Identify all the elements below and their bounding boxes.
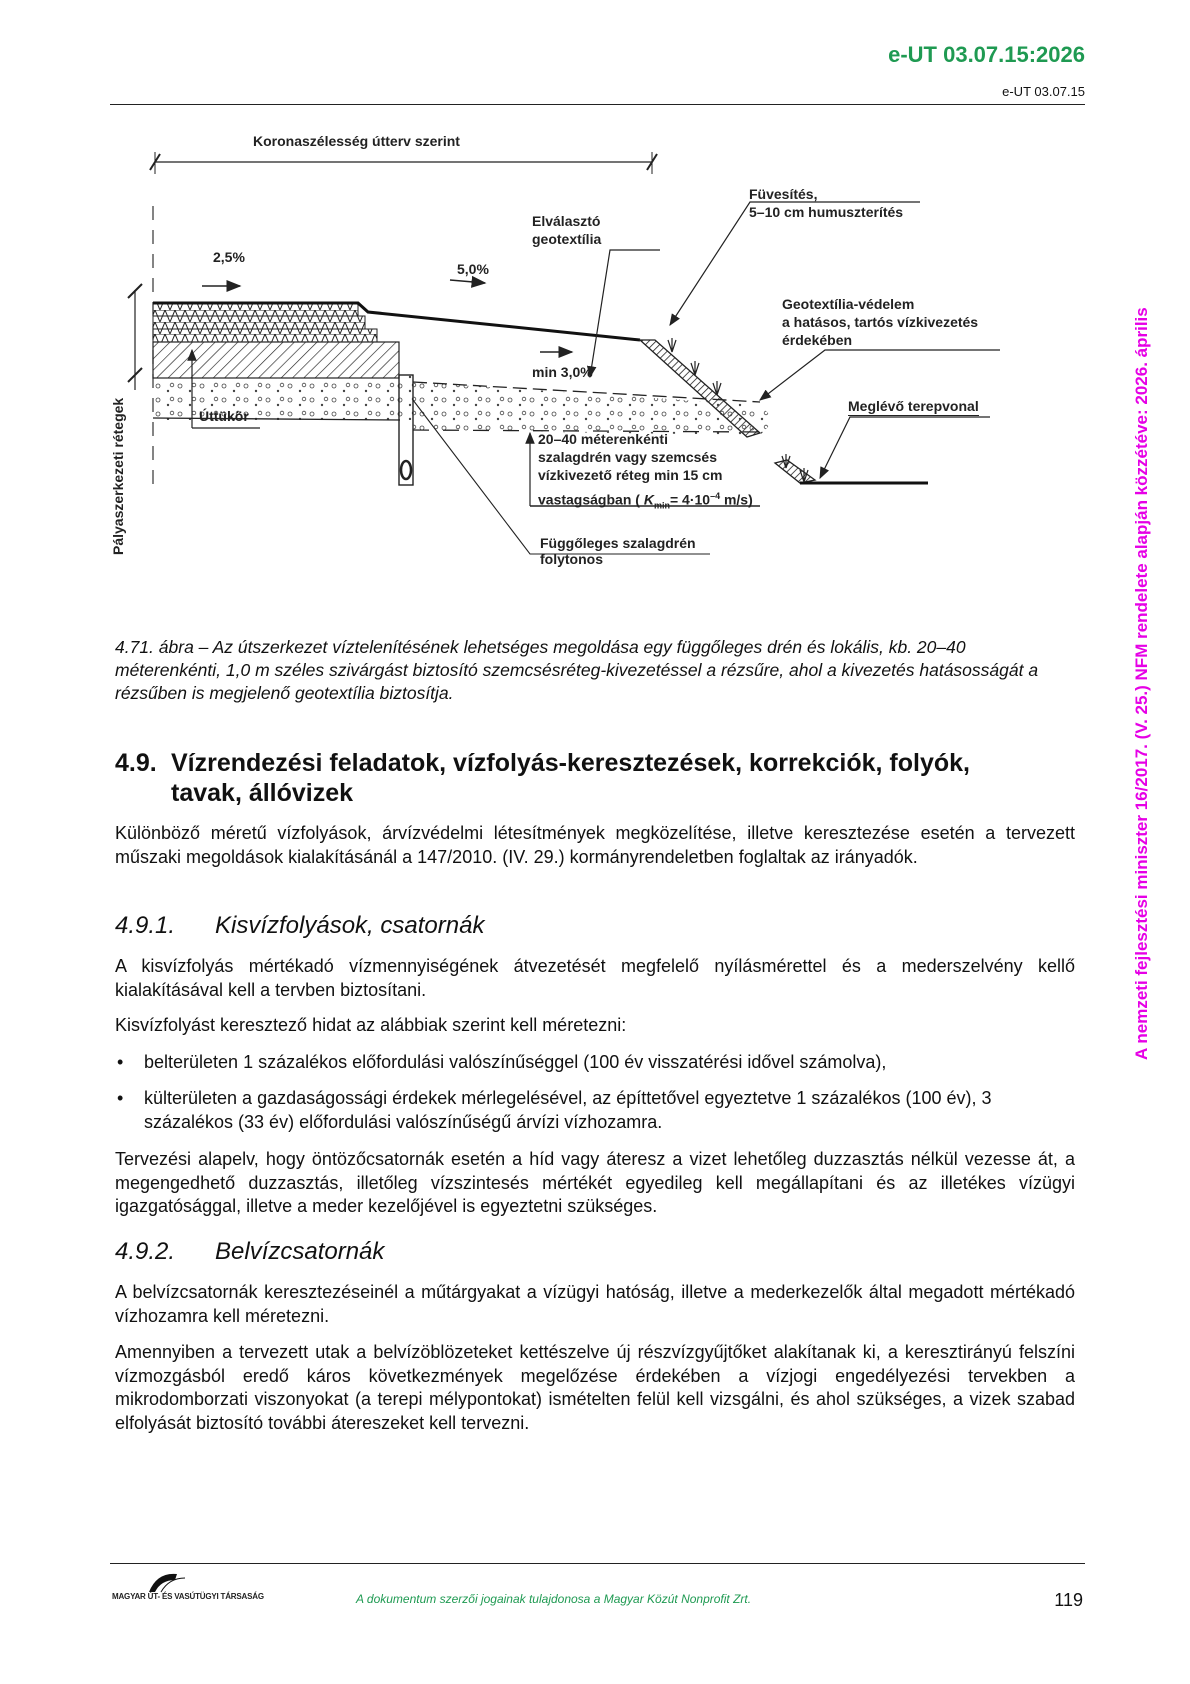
- subsection-2-number: 4.9.2.: [115, 1238, 176, 1265]
- label-subgrade: Úttükör: [199, 408, 249, 424]
- drain-note-4-val: = 4·10: [669, 491, 711, 508]
- subsection-1-paragraph-3: Tervezési alapelv, hogy öntözőcsatornák esetén a híd vagy áteresz a vizet lehetőleg duzzasztás nélkül vezesse át, a megengedhető duzzasztás, illetőleg vízszintesés mértékét egyedileg kell megállapítani és az illetékes vízügyi igazgatósággal, illetve a meder kezelőjével is egyeztetni szükséges.: [115, 1149, 1075, 1216]
- label-vertical-drain-2: folytonos: [540, 551, 603, 567]
- subsection-2-paragraph-2: Amennyiben a tervezett utak a belvízöblözeteket kettészelve új részvízgyűjtőket alakítanak ki, a keresztirányú felszíni vízmozgásból eredő káros következmények megelőzése érdekében a vízjogi engedélyezési tervekben a mikrodomborzati viszonyokat (a terepi mélypontokat) ismételten felül kell vizsgálni, és ahol szükséges, a vizek szabad elfolyását biztosító további átereszeket kell tervezni.: [115, 1342, 1075, 1433]
- label-drain-note-2: szalagdrén vagy szemcsés: [538, 449, 717, 465]
- label-crown-width: Koronaszélesség útterv szerint: [253, 133, 460, 149]
- drain-note-4-pre: vastagságban (: [538, 491, 644, 508]
- subsection-1-paragraph-2: Kisvízfolyást keresztező hidat az alábbiak szerint kell méretezni:: [115, 1015, 627, 1035]
- drain-note-4-exp: –4: [710, 491, 721, 501]
- label-drain-note-4: [538, 487, 753, 514]
- logo-arc-icon: [147, 1570, 207, 1594]
- label-grassing-2: 5–10 cm humuszterítés: [749, 204, 904, 220]
- subsection-heading-1: [115, 912, 484, 940]
- label-slope-right: 5,0%: [457, 261, 489, 277]
- figure-caption: 4.71. ábra – Az útszerkezet víztelenítésének lehetséges megoldása egy függőleges drén és lokális, kb. 20–40 méterenkénti, 1,0 m széles szivárgást biztosító szemcsésréteg-kivezetéssel a rézsűre, ahol a kivezetés hatásosságát a rézsűben is megjelenő geotextília biztosítja.: [115, 637, 1039, 703]
- subsection-1-title: Kisvízfolyások, csatornák: [215, 912, 485, 939]
- section-intro-paragraph: Különböző méretű vízfolyások, árvízvédelmi létesítmények megközelítése, illetve keresztezése esetén a tervezett műszaki megoldások kialakításánál a 147/2010. (IV. 29.) kormányrendeletben foglaltak az irányadók.: [115, 823, 1075, 867]
- road-cross-section-figure: [110, 130, 1090, 620]
- drain-note-4-sub: min: [653, 500, 670, 511]
- subsection-1-number: 4.9.1.: [115, 912, 176, 939]
- label-geotextile-protection-1: Geotextília-védelem: [782, 296, 915, 312]
- section-heading: [115, 748, 1075, 808]
- label-separator-geotextile-1: Elválasztó: [532, 213, 601, 229]
- bullet-icon: •: [117, 1052, 124, 1072]
- label-vertical-drain-1: Függőleges szalagdrén: [540, 535, 696, 551]
- label-pavement-layers: Pályaszerkezeti rétegek: [110, 397, 126, 555]
- label-geotextile-protection-3: érdekében: [782, 332, 853, 348]
- copyright-notice: A dokumentum szerzői jogainak tulajdonosa a Magyar Közút Nonprofit Zrt.: [356, 1592, 752, 1606]
- label-drain-note-1: 20–40 méterenkénti: [538, 431, 668, 447]
- label-slope-left: 2,5%: [213, 249, 245, 265]
- logo-text: MAGYAR ÚT- ÉS VASÚTÜGYI TÁRSASÁG: [112, 1592, 264, 1601]
- header-divider: [110, 104, 1085, 105]
- label-geotextile-protection-2: a hatásos, tartós vízkivezetés: [782, 314, 979, 330]
- label-grassing-1: Füvesítés,: [749, 186, 818, 202]
- label-drain-note-3: vízkivezető réteg min 15 cm: [538, 467, 723, 483]
- page-number: 119: [1054, 1590, 1083, 1610]
- label-existing-terrain: Meglévő terepvonal: [848, 398, 979, 414]
- label-min-slope: min 3,0%: [532, 364, 593, 380]
- document-subcode: e-UT 03.07.15: [1002, 84, 1085, 99]
- drain-note-4-unit: m/s): [720, 491, 753, 508]
- subsection-2-paragraph-1: A belvízcsatornák keresztezéseinél a műtárgyakat a vízügyi hatóság, illetve a mederkezelők által megadott mértékadó vízhozamra kell méretezni.: [115, 1282, 1075, 1326]
- section-title-line2: tavak, állóvizek: [171, 779, 354, 807]
- bullet-icon: •: [117, 1088, 124, 1108]
- drain-note-4-k: K: [643, 491, 654, 508]
- footer-divider: [110, 1563, 1085, 1564]
- subsection-heading-2: [115, 1238, 384, 1266]
- document-code: e-UT 03.07.15:2026: [888, 42, 1085, 67]
- section-number: 4.9.: [115, 749, 157, 777]
- subsection-1-paragraph-1: A kisvízfolyás mértékadó vízmennyiségének átvezetését megfelelő nyílásmérettel és a mederszelvény kellő kialakításával kell a tervben biztosítani.: [115, 956, 1075, 1000]
- side-watermark: A nemzeti fejlesztési miniszter 16/2017. (V. 25.) NFM rendelete alapján közzétéve: 2026. április: [1132, 307, 1151, 1060]
- section-title-line1: Vízrendezési feladatok, vízfolyás-keresztezések, korrekciók, folyók,: [171, 749, 970, 777]
- society-logo: [112, 1572, 272, 1612]
- subsection-2-title: Belvízcsatornák: [215, 1238, 385, 1265]
- label-separator-geotextile-2: geotextília: [532, 231, 602, 247]
